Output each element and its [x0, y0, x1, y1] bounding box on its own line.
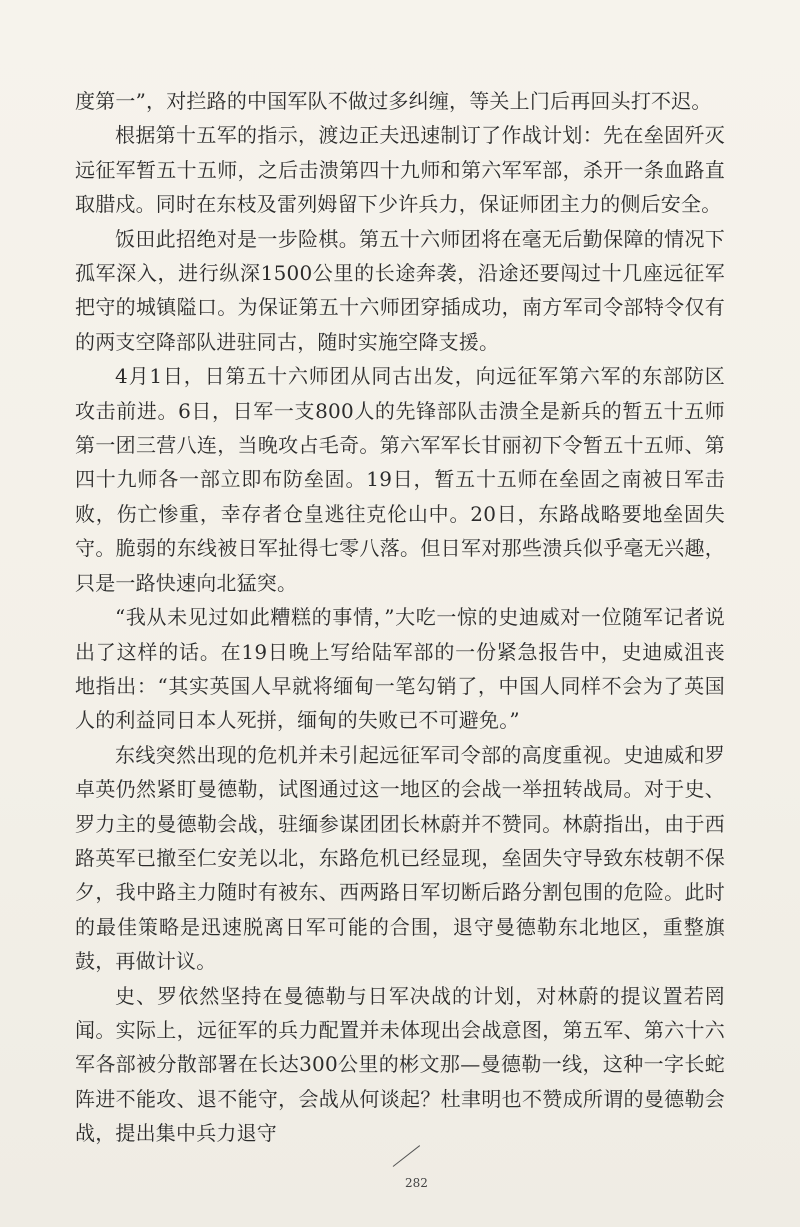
paragraph-5: “我从未见过如此糟糕的事情，”大吃一惊的史迪威对一位随军记者说出了这样的话。在19日晚上写给陆军部的一份紧急报告中，史迪威沮丧地指出：“其实英国人早就将缅甸一笔勾销了，中国人同样不会为了英国人的利益同日本人死拼，缅甸的失败已不可避免。”: [75, 605, 725, 733]
paragraph-7: 史、罗依然坚持在曼德勒与日军决战的计划，对林蔚的提议置若罔闻。实际上，远征军的兵力配置并未体现出会战意图，第五军、第六十六军各部被分散部署在长达300公里的彬文那—曼德勒一线，这种一字长蛇阵进不能攻、退不能守，会战从何谈起？杜聿明也不赞成所谓的曼德勒会战，提出集中兵力退守: [75, 983, 725, 1146]
paragraph-6: 东线突然出现的危机并未引起远征军司令部的高度重视。史迪威和罗卓英仍然紧盯曼德勒，试图通过这一地区的会战一举扭转战局。对于史、罗力主的曼德勒会战，驻缅参谋团团长林蔚并不赞同。林蔚指出，由于西路英军已撤至仁安羌以北，东路危机已经显现，垒固失守导致东枝朝不保夕，我中路主力随时有被东、西两路日军切断后路分割包围的危险。此时的最佳策略是迅速脱离日军可能的合围，退守曼德勒东北地区，重整旗鼓，再做计议。: [75, 742, 725, 974]
paragraph-1: 度第一”，对拦路的中国军队不做过多纠缠，等关上门后再回头打不迟。: [75, 89, 712, 113]
paragraph-4: 4月1日，日第五十六师团从同古出发，向远征军第六军的东部防区攻击前进。6日，日军一支800人的先锋部队击溃全是新兵的暂五十五师第一团三营八连，当晚攻占毛奇。第六军军长甘丽初下令暂五十五师、第四十九师各一部立即布防垒固。19日，暂五十五师在垒固之南被日军击败，伤亡惨重，幸存者仓皇逃往克伦山中。20日，东路战略要地垒固失守。脆弱的东线被日军扯得七零八落。但日军对那些溃兵似乎毫无兴趣，只是一路快速向北猛突。: [75, 364, 725, 595]
paragraph-2: 根据第十五军的指示，渡边正夫迅速制订了作战计划：先在垒固歼灭远征军暂五十五师，之后击溃第四十九师和第六军军部，杀开一条血路直取腊戍。同时在东枝及雷列姆留下少许兵力，保证师团主力的侧后安全。: [75, 123, 725, 217]
paragraph-3: 饭田此招绝对是一步险棋。第五十六师团将在毫无后勤保障的情况下孤军深入，进行纵深1500公里的长途奔袭，沿途还要闯过十几座远征军把守的城镇隘口。为保证第五十六师团穿插成功，南方军司令部特令仅有的两支空降部队进驻同古，随时实施空降支援。: [75, 226, 725, 354]
page-number: 282: [405, 1176, 428, 1190]
body-text: [75, 84, 725, 1151]
